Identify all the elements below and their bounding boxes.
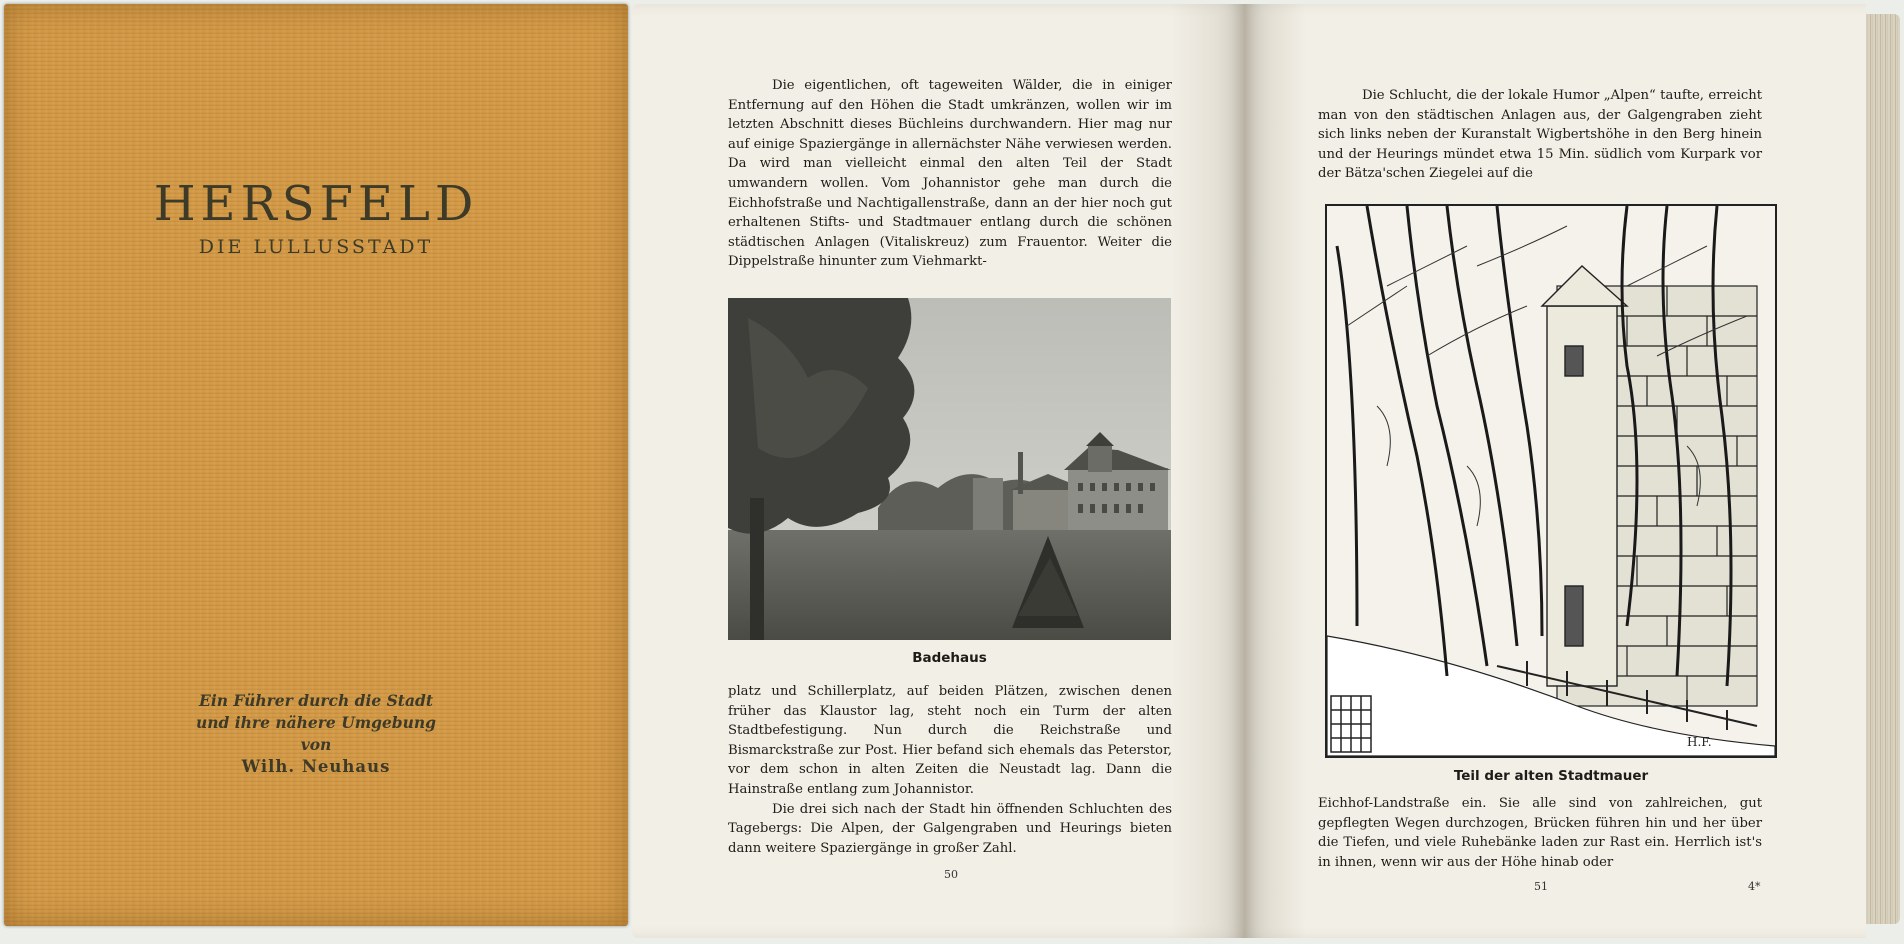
left-page-paragraph-3: Die drei sich nach der Stadt hin öffnenden Schluchten des Tagebergs: Die Alpen, der Galgengraben und Heurings bieten dann weitere Spaziergänge in großer Zahl. <box>728 801 1172 856</box>
cover-credit-line-1: Ein Führer durch die Stadt <box>199 691 433 710</box>
signature-mark: 4* <box>1748 880 1761 893</box>
cover-title: HERSFELD <box>153 176 479 232</box>
stadtmauer-caption: Teil der alten Stadtmauer <box>1453 768 1649 784</box>
left-page-paragraph-1: Die eigentlichen, oft tageweiten Wälder, die in einiger Entfernung auf den Höhen die Stadt umkränzen, wollen wir im letzten Abschnitt dieses Büchleins durchwandern. Hier mag nur auf einige Spaziergänge in allernächster Nähe verwiesen werden. Da wird man vielleicht einmal den alten Teil der Stadt umwandern wollen. Vom Johannistor gehe man durch die Eichhofstraße und Nachtigallenstraße, dann an der hier noch gut erhaltenen Stifts- und Stadtmauer entlang durch die schönen städtischen Anlagen (Vitaliskreuz) zum Frauentor. Weiter die Dippelstraße hinunter zum Viehmarkt- <box>728 78 1172 270</box>
stadtmauer-drawing <box>1325 204 1777 758</box>
cover-credit-line-3: von <box>300 735 332 754</box>
drawing-signature: H.F. <box>1687 735 1712 749</box>
cover-subtitle: DIE LULLUSSTADT <box>198 236 434 258</box>
right-page-paragraph-1: Die Schlucht, die der lokale Humor „Alpen“ taufte, erreicht man von den städtischen Anlagen aus, der Galgengraben zieht sich links neben der Kuranstalt Wigbertshöhe in den Berg hinein und der Heurings mündet etwa 15 Min. südlich vom Kurpark vor der Bätza'schen Ziegelei auf die <box>1318 88 1762 182</box>
page-edges <box>1866 14 1900 924</box>
left-page-number: 50 <box>944 868 958 881</box>
right-page-paragraph-2: Eichhof-Landstraße ein. Sie alle sind von zahlreichen, gut gepflegten Wegen durchzogen, Brücken führen hin und her über die Tiefen, und viele Ruhebänke laden zur Rast ein. Herrlich ist's in ihnen, wenn wir aus der Höhe hinab oder <box>1318 796 1762 870</box>
badehaus-photo <box>728 298 1171 640</box>
left-page-paragraph-2: platz und Schillerplatz, auf beiden Plätzen, zwischen denen früher das Klaustor lag, steht noch ein Turm der alten Stadtbefestigung. Nun durch die Reichstraße und Bismarckstraße zur Post. Hier befand sich ehemals das Peterstor, vor dem schon in alten Zeiten die Neustadt lag. Dann die Hainstraße entlang zum Johannistor. Die drei sich nach der Stadt hin öffnenden Schluchten des Tagebergs: Die Alpen, der Galgengraben und Heurings bieten dann weitere Spaziergänge in großer Zahl. <box>728 682 1172 858</box>
cover-credit-line-2: und ihre nähere Umgebung <box>195 713 437 732</box>
cover-credit <box>4 690 628 778</box>
right-page-number: 51 <box>1534 880 1548 893</box>
badehaus-caption: Badehaus <box>912 650 987 666</box>
cover-author: Wilh. Neuhaus <box>241 757 391 776</box>
book-cover <box>4 4 628 926</box>
